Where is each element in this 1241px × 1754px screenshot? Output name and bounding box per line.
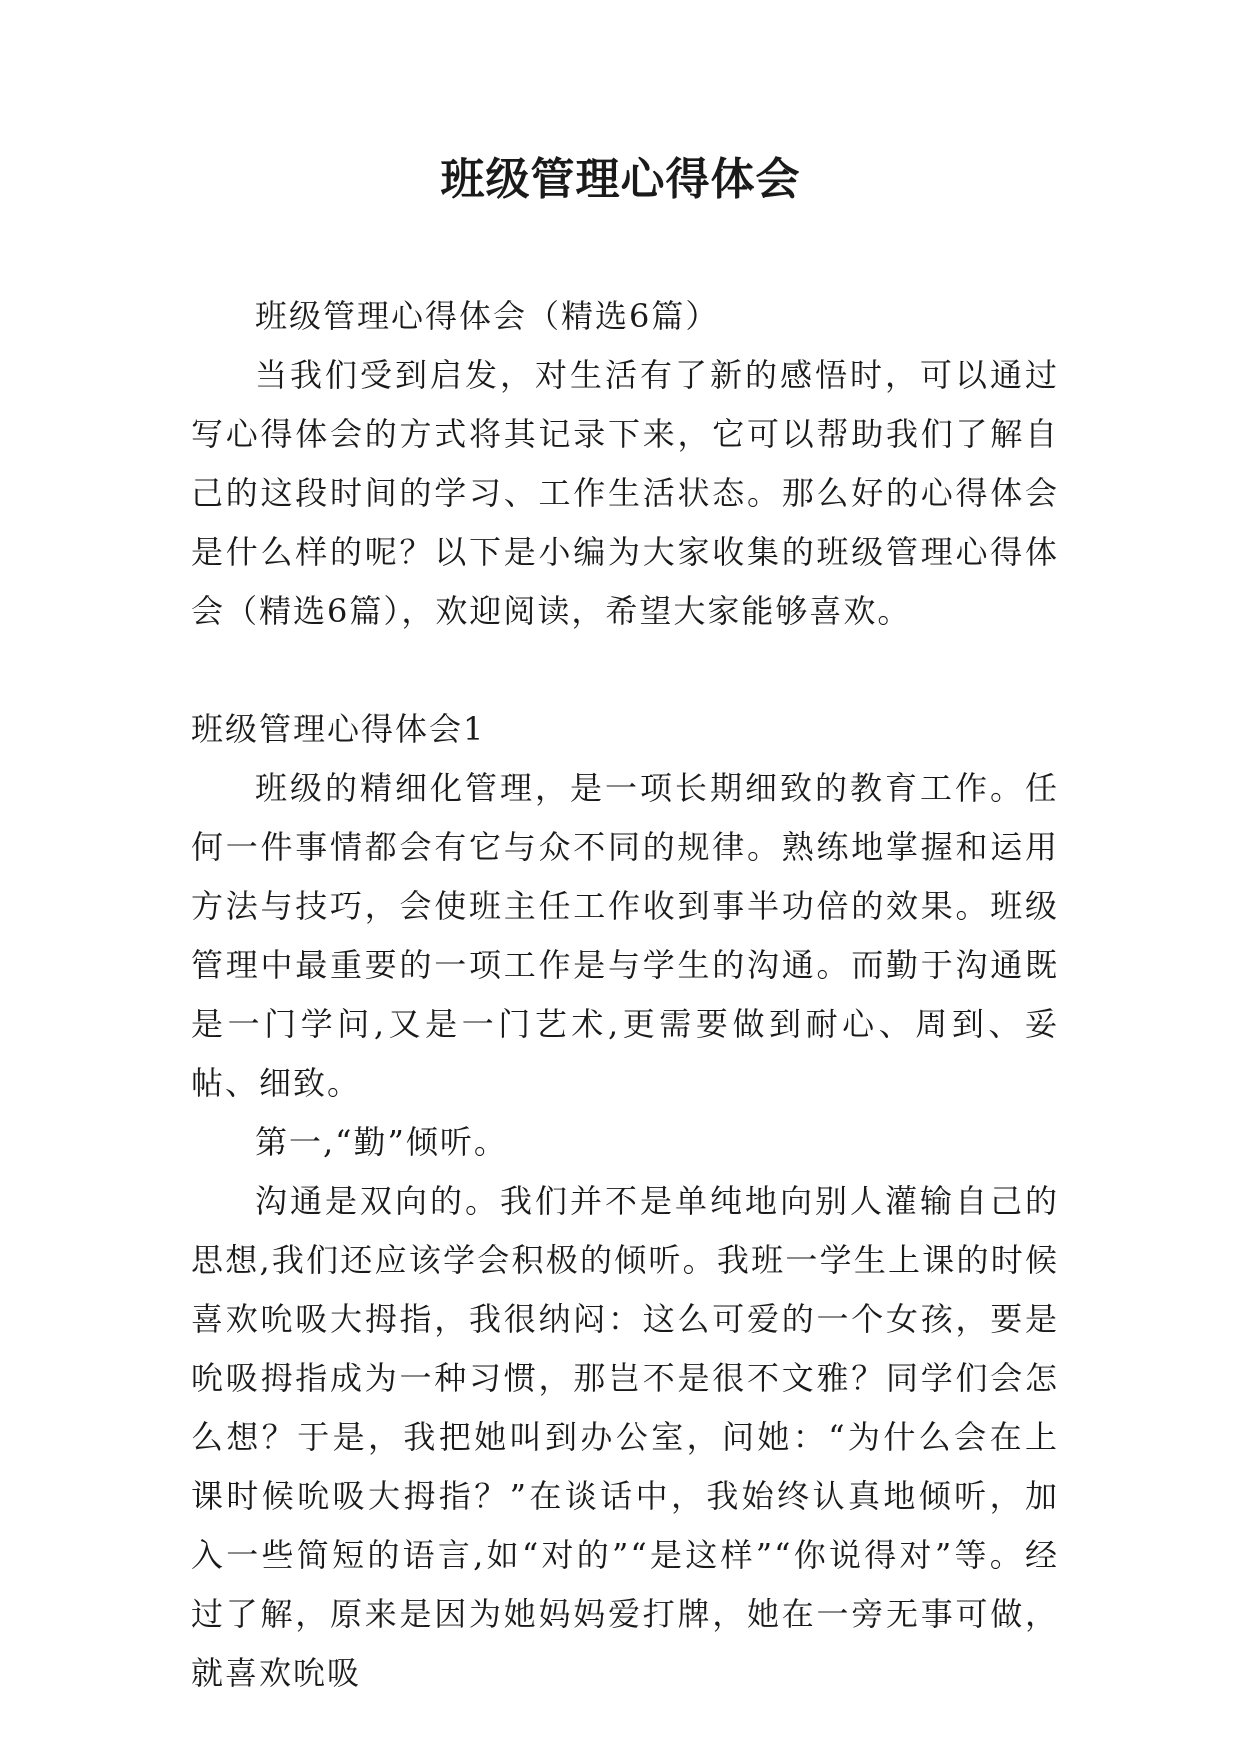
paragraph-intro: 当我们受到启发，对生活有了新的感悟时，可以通过写心得体会的方式将其记录下来，它可以帮助我们了解自己的这段时间的学习、工作生活状态。那么好的心得体会是什么样的呢？以下是小编为大家收集的班级管理心得体会（精选6篇），欢迎阅读，希望大家能够喜欢。 — [191, 356, 1059, 630]
document-title: 班级管理心得体会 — [440, 154, 801, 205]
paragraph-point-heading: 第一,“勤”倾听。 — [255, 1123, 508, 1161]
paragraph-subtitle: 班级管理心得体会（精选6篇） — [255, 297, 720, 335]
paragraph-body: 沟通是双向的。我们并不是单纯地向别人灌输自己的思想,我们还应该学会积极的倾听。我班一学生上课的时候喜欢吮吸大拇指，我很纳闷：这么可爱的一个女孩，要是吮吸拇指成为一种习惯，那岂不是很不文雅？同学们会怎么想？于是，我把她叫到办公室，问她：“为什么会在上课时候吮吸大拇指？”在谈话中，我始终认真地倾听，加入一些简短的语言,如“对的”“是这样”“你说得对”等。经过了解，原来是因为她妈妈爱打牌，她在一旁无事可做，就喜欢吮吸 — [191, 1182, 1059, 1692]
document-body — [191, 287, 1059, 1703]
paragraph-body: 班级的精细化管理，是一项长期细致的教育工作。任何一件事情都会有它与众不同的规律。熟练地掌握和运用方法与技巧，会使班主任工作收到事半功倍的效果。班级管理中最重要的一项工作是与学生的沟通。而勤于沟通既是一门学问,又是一门艺术,更需要做到耐心、周到、妥帖、细致。 — [191, 769, 1059, 1102]
section-heading: 班级管理心得体会1 — [191, 710, 486, 748]
